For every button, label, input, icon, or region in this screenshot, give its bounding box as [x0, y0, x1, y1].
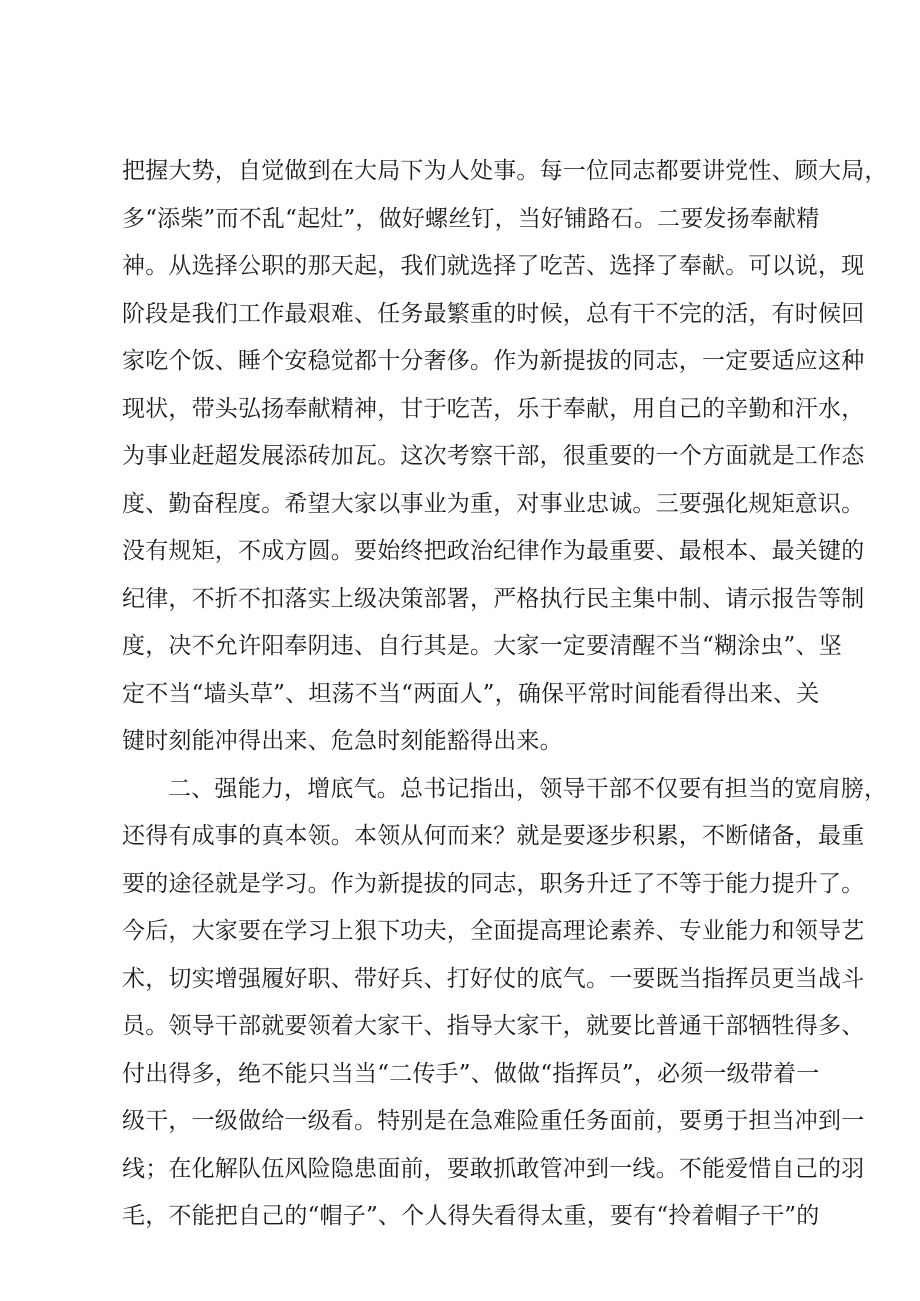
- text-line: 把握大势，自觉做到在大局下为人处事。每一位同志都要讲党性、顾大局，: [122, 158, 888, 184]
- text-line: 纪律，不折不扣落实上级决策部署，严格执行民主集中制、请示报告等制: [122, 585, 865, 612]
- text-line: 阶段是我们工作最艰难、任务最繁重的时候，总有干不完的活，有时候回: [122, 300, 865, 327]
- text-line: 度，决不允许阳奉阴违、自行其是。大家一定要清醒不当“糊涂虫”、坚: [122, 633, 842, 659]
- text-line: 神。从选择公职的那天起，我们就选择了吃苦、选择了奉献。可以说，现: [122, 253, 865, 279]
- document-body: [122, 148, 888, 1241]
- text-line: 级干，一级做给一级看。特别是在急难险重任务面前，要勇于担当冲到一: [122, 1108, 865, 1134]
- text-line: 还得有成事的真本领。本领从何而来？就是要逐步积累，不断储备，最重: [122, 823, 865, 849]
- text-line: 线；在化解队伍风险隐患面前，要敢抓敢管冲到一线。不能爱惜自己的羽: [122, 1155, 865, 1182]
- text-line: 要的途径就是学习。作为新提拔的同志，职务升迁了不等于能力提升了。: [122, 870, 865, 897]
- text-line: 毛，不能把自己的“帽子”、个人得失看得太重，要有“拎着帽子干”的: [122, 1203, 820, 1229]
- text-line: 今后，大家要在学习上狠下功夫，全面提高理论素养、专业能力和领导艺: [122, 918, 865, 944]
- text-line: 度、勤奋程度。希望大家以事业为重，对事业忠诚。三要强化规矩意识。: [122, 490, 865, 517]
- text-line: 定不当“墙头草”、坦荡不当“两面人”，确保平常时间能看得出来、关: [122, 680, 820, 707]
- text-line: 多“添柴”而不乱“起灶”，做好螺丝钉，当好铺路石。二要发扬奉献精: [122, 205, 820, 232]
- text-line: 现状，带头弘扬奉献精神，甘于吃苦，乐于奉献，用自己的辛勤和汗水，: [122, 395, 865, 422]
- section-heading-line: 二、强能力，增底气。总书记指出，领导干部不仅要有担当的宽肩膀，: [168, 775, 888, 802]
- text-line: 员。领导干部就要领着大家干、指导大家干，就要比普通干部牺牲得多、: [122, 1013, 865, 1039]
- text-line: 术，切实增强履好职、带好兵、打好仗的底气。一要既当指挥员更当战斗: [122, 965, 865, 992]
- text-line: 付出得多，绝不能只当当“二传手”、做做“指挥员”，必须一级带着一: [122, 1060, 820, 1087]
- text-line: 没有规矩，不成方圆。要始终把政治纪律作为最重要、最根本、最关键的: [122, 538, 865, 564]
- text-line: 为事业赶超发展添砖加瓦。这次考察干部，很重要的一个方面就是工作态: [122, 443, 865, 469]
- paragraph-end-line: 键时刻能冲得出来、危急时刻能豁得出来。: [122, 728, 563, 754]
- text-line: 家吃个饭、睡个安稳觉都十分奢侈。作为新提拔的同志，一定要适应这种: [122, 348, 865, 374]
